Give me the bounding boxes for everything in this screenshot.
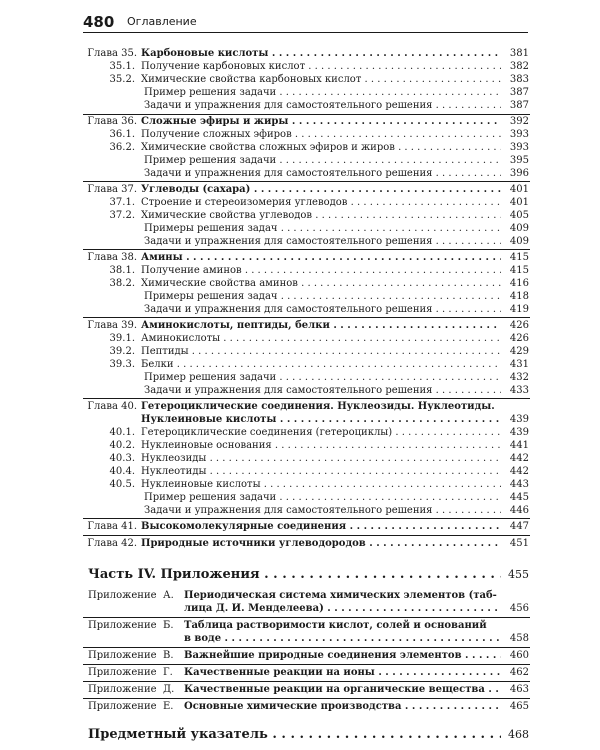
appendix-letter: А.	[163, 590, 174, 601]
header-rule	[83, 32, 528, 33]
section-label: 35.1.	[109, 61, 135, 72]
section-row[interactable]	[0, 209, 600, 222]
page-ref: 443	[509, 479, 529, 490]
section-title: Химические свойства сложных эфиров и жиров . . .	[141, 141, 501, 154]
section-title: Белки . . .	[141, 358, 501, 371]
page-ref: 415	[509, 252, 529, 263]
page-ref: 458	[509, 633, 529, 644]
appendix-label: Приложение	[88, 620, 157, 631]
section-title: Нуклеотиды . . .	[141, 465, 501, 478]
page-ref: 442	[509, 453, 529, 464]
appendix-letter: Г.	[163, 667, 173, 678]
chapter-title: Сложные эфиры и жиры . . .	[141, 115, 501, 128]
section-label: 35.2.	[109, 74, 135, 85]
subentry-title: Пример решения задачи . . .	[144, 371, 501, 384]
chapter-title: Высокомолекулярные соединения . . .	[141, 520, 501, 533]
chapter-row-continued[interactable]	[0, 413, 600, 426]
section-row[interactable]	[0, 128, 600, 141]
section-title: Химические свойства карбоновых кислот . . .	[141, 73, 501, 86]
subentry-row[interactable]	[0, 154, 600, 167]
chapter-row[interactable]	[0, 47, 600, 60]
subentry-row[interactable]	[0, 86, 600, 99]
page-ref: 401	[509, 197, 529, 208]
page-ref: 445	[509, 492, 529, 503]
page-ref: 433	[509, 385, 529, 396]
part-title: Часть IV. Приложения . . .	[88, 566, 501, 583]
page-ref: 439	[509, 427, 529, 438]
section-title: Гетероциклические соединения (гетероциклы) . . .	[141, 426, 501, 439]
page-ref: 468	[508, 728, 529, 741]
chapter-title: Углеводы (сахара) . . .	[141, 183, 501, 196]
section-row[interactable]	[0, 60, 600, 73]
appendix-letter: Е.	[163, 701, 174, 712]
subentry-title: Задачи и упражнения для самостоятельного решения . . .	[144, 167, 501, 180]
page-header	[83, 13, 528, 33]
subentry-row[interactable]	[0, 303, 600, 316]
subentry-title: Задачи и упражнения для самостоятельного решения . . .	[144, 99, 501, 112]
section-row[interactable]	[0, 426, 600, 439]
section-title: Получение карбоновых кислот . . .	[141, 60, 501, 73]
section-row[interactable]	[0, 196, 600, 209]
page-number: 480	[83, 13, 115, 31]
page-ref: 455	[508, 568, 529, 581]
appendix-label: Приложение	[88, 650, 157, 661]
subentry-title: Примеры решения задач . . .	[144, 290, 501, 303]
page-ref: 393	[509, 142, 529, 153]
appendix-title: Качественные реакции на органические вещества . . .	[184, 683, 501, 696]
section-label: 39.2.	[109, 346, 135, 357]
page-ref: 392	[509, 116, 529, 127]
chapter-label: Глава 35.	[87, 48, 137, 59]
section-label: 40.1.	[109, 427, 135, 438]
page-ref: 439	[509, 414, 529, 425]
page-ref: 442	[509, 466, 529, 477]
appendix-title-line1: Периодическая система химических элементов (таб-	[184, 590, 497, 601]
page-ref: 381	[509, 48, 529, 59]
appendix-divider	[83, 681, 530, 682]
section-title: Химические свойства аминов . . .	[141, 277, 501, 290]
page-ref: 426	[509, 333, 529, 344]
page-ref: 387	[509, 100, 529, 111]
subentry-title: Примеры решения задач . . .	[144, 222, 501, 235]
page-ref: 415	[509, 265, 529, 276]
appendix-divider	[83, 617, 530, 618]
section-label: 36.1.	[109, 129, 135, 140]
appendix-divider	[83, 647, 530, 648]
section-label: 38.1.	[109, 265, 135, 276]
page-ref: 432	[509, 372, 529, 383]
subentry-title: Пример решения задачи . . .	[144, 491, 501, 504]
chapter-row[interactable]	[0, 400, 600, 413]
page-ref: 395	[509, 155, 529, 166]
section-row[interactable]	[0, 277, 600, 290]
page-ref: 409	[509, 236, 529, 247]
page-ref: 463	[509, 684, 529, 695]
section-row[interactable]	[0, 358, 600, 371]
page-ref: 465	[509, 701, 529, 712]
section-title: Нуклеиновые кислоты . . .	[141, 478, 501, 491]
chapter-row[interactable]	[0, 251, 600, 264]
section-title: Строение и стереоизомерия углеводов . . .	[141, 196, 501, 209]
chapter-label: Глава 41.	[87, 521, 137, 532]
chapter-title-line1: Гетероциклические соединения. Нуклеозиды. Нуклеотиды.	[141, 401, 495, 412]
page-ref: 418	[509, 291, 529, 302]
page-ref: 447	[509, 521, 529, 532]
section-row[interactable]	[0, 73, 600, 86]
subentry-row[interactable]	[0, 491, 600, 504]
page-ref: 462	[509, 667, 529, 678]
appendix-label: Приложение	[88, 667, 157, 678]
chapter-row[interactable]	[0, 319, 600, 332]
page-ref: 431	[509, 359, 529, 370]
appendix-row[interactable]	[0, 683, 600, 696]
page-ref: 382	[509, 61, 529, 72]
appendix-letter: В.	[163, 650, 174, 661]
page-ref: 401	[509, 184, 529, 195]
section-label: 40.3.	[109, 453, 135, 464]
appendix-label: Приложение	[88, 590, 157, 601]
part-row[interactable]	[0, 566, 600, 583]
appendix-title-line2: лица Д. И. Менделеева) . . .	[184, 602, 501, 615]
appendix-label: Приложение	[88, 684, 157, 695]
page-ref: 456	[509, 603, 529, 614]
subentry-title: Задачи и упражнения для самостоятельного решения . . .	[144, 384, 501, 397]
chapter-row[interactable]	[0, 183, 600, 196]
appendix-label: Приложение	[88, 701, 157, 712]
index-row[interactable]	[0, 726, 600, 743]
chapter-row[interactable]	[0, 115, 600, 128]
appendix-row-continued[interactable]	[0, 632, 600, 645]
appendix-divider	[83, 698, 530, 699]
appendix-row-continued[interactable]	[0, 602, 600, 615]
page-ref: 409	[509, 223, 529, 234]
chapter-label: Глава 39.	[87, 320, 137, 331]
section-label: 40.5.	[109, 479, 135, 490]
section-title: Нуклеиновые основания . . .	[141, 439, 501, 452]
chapter-divider	[83, 398, 530, 399]
appendix-row[interactable]	[0, 589, 600, 602]
section-row[interactable]	[0, 345, 600, 358]
section-label: 39.3.	[109, 359, 135, 370]
section-row[interactable]	[0, 264, 600, 277]
section-row[interactable]	[0, 452, 600, 465]
subentry-title: Задачи и упражнения для самостоятельного решения . . .	[144, 504, 501, 517]
appendix-title: Основные химические производства . . .	[184, 700, 501, 713]
appendix-row[interactable]	[0, 666, 600, 679]
subentry-title: Пример решения задачи . . .	[144, 86, 501, 99]
appendix-title: Важнейшие природные соединения элементов . . .	[184, 649, 501, 662]
section-row[interactable]	[0, 478, 600, 491]
running-title: Оглавление	[127, 15, 197, 28]
subentry-row[interactable]	[0, 99, 600, 112]
page-ref: 405	[509, 210, 529, 221]
index-title: Предметный указатель . . .	[88, 726, 501, 743]
appendix-row[interactable]	[0, 700, 600, 713]
section-title: Аминокислоты . . .	[141, 332, 501, 345]
section-title: Пептиды . . .	[141, 345, 501, 358]
section-label: 37.2.	[109, 210, 135, 221]
section-label: 40.4.	[109, 466, 135, 477]
chapter-label: Глава 40.	[87, 401, 137, 412]
subentry-row[interactable]	[0, 222, 600, 235]
subentry-row[interactable]	[0, 290, 600, 303]
section-label: 38.2.	[109, 278, 135, 289]
chapter-divider	[83, 249, 530, 250]
chapter-divider	[83, 518, 530, 519]
page-ref: 441	[509, 440, 529, 451]
chapter-divider	[83, 181, 530, 182]
section-label: 36.2.	[109, 142, 135, 153]
chapter-title: Амины . . .	[141, 251, 501, 264]
page-ref: 416	[509, 278, 529, 289]
subentry-title: Задачи и упражнения для самостоятельного решения . . .	[144, 303, 501, 316]
page-ref: 383	[509, 74, 529, 85]
page-ref: 426	[509, 320, 529, 331]
chapter-label: Глава 36.	[87, 116, 137, 127]
section-label: 40.2.	[109, 440, 135, 451]
chapter-title: Нуклеиновые кислоты . . .	[141, 413, 501, 426]
chapter-label: Глава 37.	[87, 184, 137, 195]
section-row[interactable]	[0, 439, 600, 452]
subentry-title: Задачи и упражнения для самостоятельного решения . . .	[144, 235, 501, 248]
appendix-letter: Д.	[163, 684, 175, 695]
subentry-row[interactable]	[0, 371, 600, 384]
section-row[interactable]	[0, 141, 600, 154]
subentry-row[interactable]	[0, 504, 600, 517]
section-title: Нуклеозиды . . .	[141, 452, 501, 465]
page-ref: 393	[509, 129, 529, 140]
section-title: Получение аминов . . .	[141, 264, 501, 277]
chapter-divider	[83, 535, 530, 536]
page-ref: 446	[509, 505, 529, 516]
chapter-title: Природные источники углеводородов . . .	[141, 537, 501, 550]
chapter-label: Глава 42.	[87, 538, 137, 549]
appendix-row[interactable]	[0, 619, 600, 632]
page-ref: 387	[509, 87, 529, 98]
chapter-row[interactable]	[0, 520, 600, 533]
page-ref: 419	[509, 304, 529, 315]
section-row[interactable]	[0, 332, 600, 345]
section-title: Получение сложных эфиров . . .	[141, 128, 501, 141]
section-title: Химические свойства углеводов . . .	[141, 209, 501, 222]
appendix-divider	[83, 664, 530, 665]
page-ref: 460	[509, 650, 529, 661]
chapter-label: Глава 38.	[87, 252, 137, 263]
page-ref: 451	[509, 538, 529, 549]
appendix-title: Качественные реакции на ионы . . .	[184, 666, 501, 679]
chapter-title: Карбоновые кислоты . . .	[141, 47, 501, 60]
page-ref: 429	[509, 346, 529, 357]
chapter-row[interactable]	[0, 537, 600, 550]
subentry-row[interactable]	[0, 167, 600, 180]
chapter-title: Аминокислоты, пептиды, белки . . .	[141, 319, 501, 332]
appendix-row[interactable]	[0, 649, 600, 662]
appendix-letter: Б.	[163, 620, 174, 631]
page-ref: 396	[509, 168, 529, 179]
subentry-row[interactable]	[0, 384, 600, 397]
appendix-title-line1: Таблица растворимости кислот, солей и оснований	[184, 620, 487, 631]
appendix-title-line2: в воде . . .	[184, 632, 501, 645]
chapter-divider	[83, 317, 530, 318]
subentry-title: Пример решения задачи . . .	[144, 154, 501, 167]
section-label: 39.1.	[109, 333, 135, 344]
section-label: 37.1.	[109, 197, 135, 208]
section-row[interactable]	[0, 465, 600, 478]
subentry-row[interactable]	[0, 235, 600, 248]
